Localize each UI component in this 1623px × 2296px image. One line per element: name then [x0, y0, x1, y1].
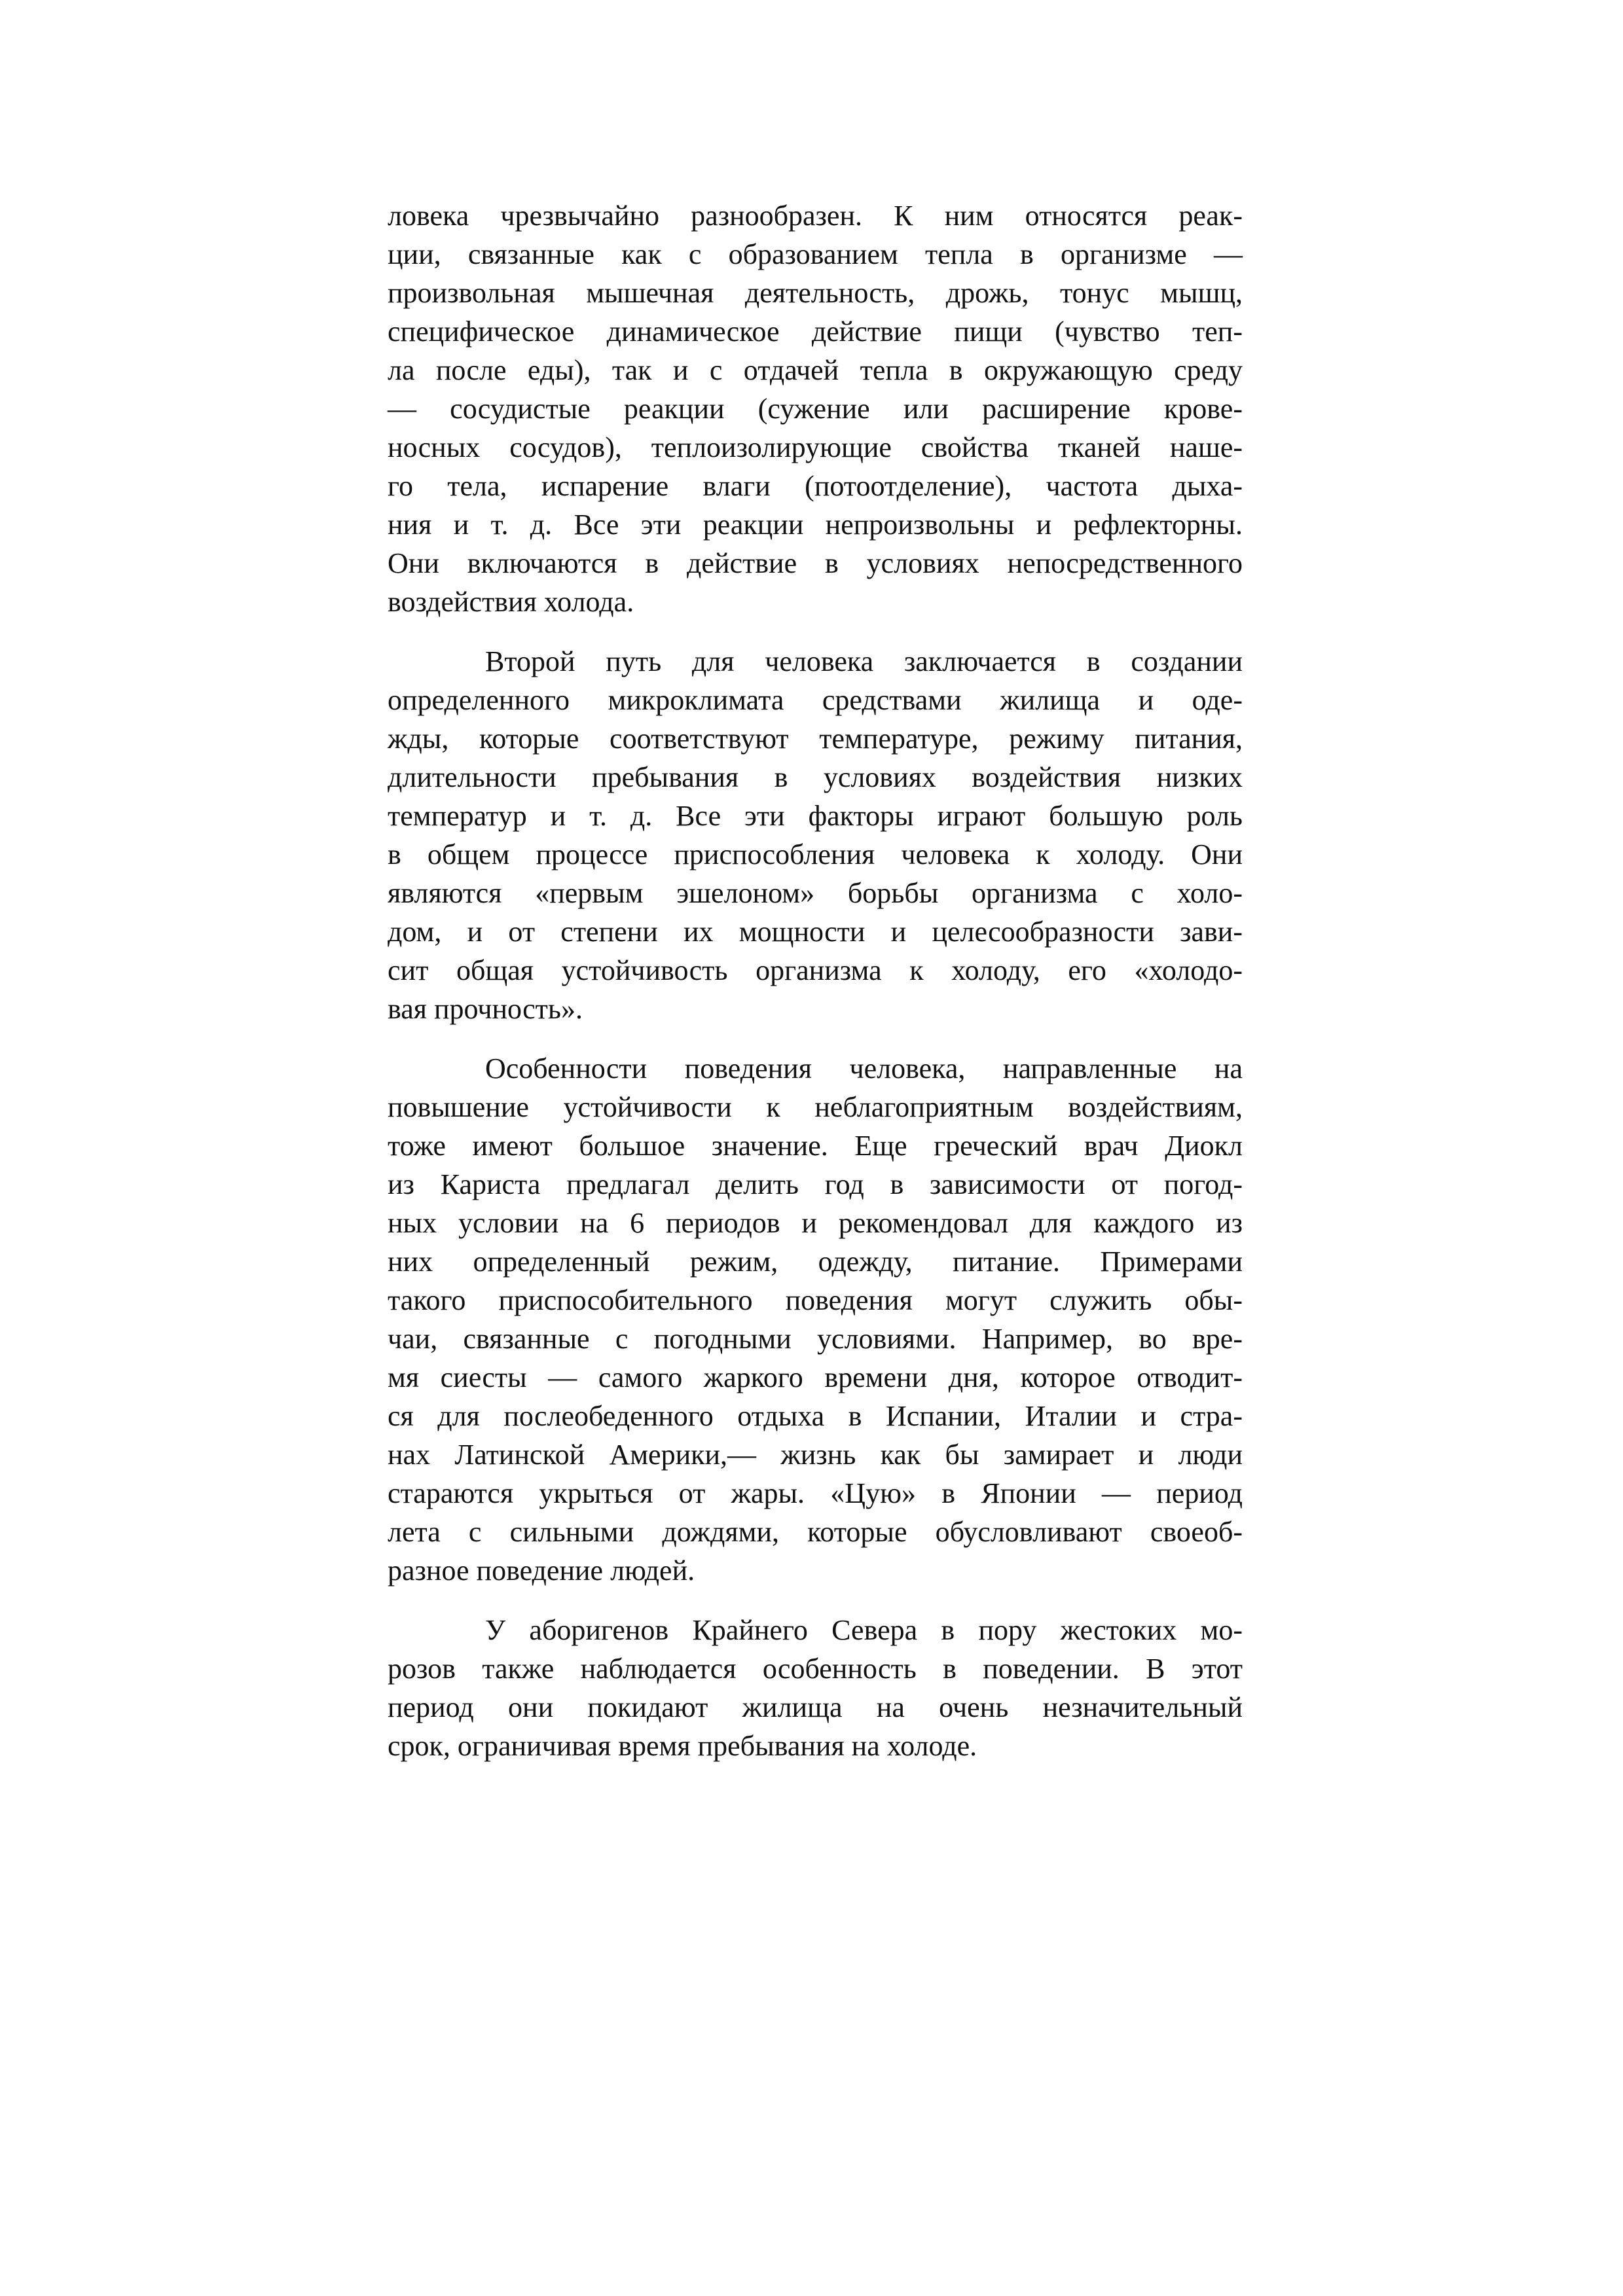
- paragraph-spacer: [388, 1028, 1243, 1049]
- text-line: стараются укрыться от жары. «Цую» в Японии — период: [388, 1477, 1243, 1509]
- text-line: ных условии на 6 периодов и рекомендовал для каждого из: [388, 1207, 1243, 1239]
- text-line: них определенный режим, одежду, питание. Примерами: [388, 1246, 1243, 1278]
- text-line: розов также наблюдается особенность в поведении. В этот: [388, 1653, 1243, 1685]
- text-line: произвольная мышечная деятельность, дрожь, тонус мышц,: [388, 277, 1243, 309]
- paragraph: [388, 1049, 1243, 1590]
- paragraph-spacer: [388, 1590, 1243, 1611]
- paragraph: [388, 642, 1243, 1028]
- text-line: определенного микроклимата средствами жилища и оде-: [388, 684, 1243, 716]
- text-line: температур и т. д. Все эти факторы играют большую роль: [388, 800, 1243, 832]
- text-line: ла после еды), так и с отдачей тепла в окружающую среду: [388, 354, 1243, 386]
- text-line: ния и т. д. Все эти реакции непроизвольны и рефлекторны.: [388, 509, 1243, 541]
- text-line: Особенности поведения человека, направленные на: [485, 1052, 1243, 1085]
- text-line: носных сосудов), теплоизолирующие свойства тканей наше-: [388, 431, 1243, 463]
- text-line: срок, ограничивая время пребывания на холоде.: [388, 1730, 977, 1762]
- text-line: Второй путь для человека заключается в создании: [485, 645, 1243, 677]
- text-line: такого приспособительного поведения могут служить обы-: [388, 1284, 1243, 1316]
- text-line: в общем процессе приспособления человека к холоду. Они: [388, 838, 1243, 870]
- paragraph-spacer: [388, 621, 1243, 642]
- text-line: мя сиесты — самого жаркого времени дня, которое отводит-: [388, 1361, 1243, 1393]
- text-line: специфическое динамическое действие пищи (чувство теп-: [388, 315, 1243, 348]
- text-line: из Кариста предлагал делить год в зависимости от погод-: [388, 1168, 1243, 1200]
- text-line: жды, которые соответствуют температуре, режиму питания,: [388, 723, 1243, 755]
- text-line: лета с сильными дождями, которые обусловливают своеоб-: [388, 1516, 1243, 1548]
- text-line: ции, связанные как с образованием тепла в организме —: [388, 238, 1243, 270]
- text-line: ся для послеобеденного отдыха в Испании, Италии и стра-: [388, 1400, 1243, 1432]
- text-line: вая прочность».: [388, 993, 583, 1025]
- text-line: воздействия холода.: [388, 586, 634, 618]
- text-line: дом, и от степени их мощности и целесообразности зави-: [388, 916, 1243, 948]
- text-line: тоже имеют большое значение. Еще греческий врач Диокл: [388, 1130, 1243, 1162]
- paragraph: [388, 1611, 1243, 1765]
- text-line: сит общая устойчивость организма к холоду, его «холодо-: [388, 954, 1243, 986]
- text-line: разное поведение людей.: [388, 1554, 695, 1587]
- text-line: чаи, связанные с погодными условиями. Например, во вре-: [388, 1323, 1243, 1355]
- text-line: У аборигенов Крайнего Севера в пору жестоких мо-: [485, 1614, 1243, 1646]
- text-line: Они включаются в действие в условиях непосредственного: [388, 547, 1243, 579]
- text-line: длительности пребывания в условиях воздействия низких: [388, 761, 1243, 793]
- body-text: [388, 196, 1243, 1765]
- text-line: — сосудистые реакции (сужение или расширение крове-: [388, 393, 1243, 425]
- text-line: повышение устойчивости к неблагоприятным воздействиям,: [388, 1091, 1243, 1123]
- text-line: ловека чрезвычайно разнообразен. К ним относятся реак-: [388, 200, 1243, 232]
- text-line: период они покидают жилища на очень незначительный: [388, 1691, 1243, 1723]
- text-line: нах Латинской Америки,— жизнь как бы замирает и люди: [388, 1439, 1243, 1471]
- paragraph: [388, 196, 1243, 621]
- text-line: го тела, испарение влаги (потоотделение), частота дыха-: [388, 470, 1243, 502]
- text-line: являются «первым эшелоном» борьбы организма с холо-: [388, 877, 1243, 909]
